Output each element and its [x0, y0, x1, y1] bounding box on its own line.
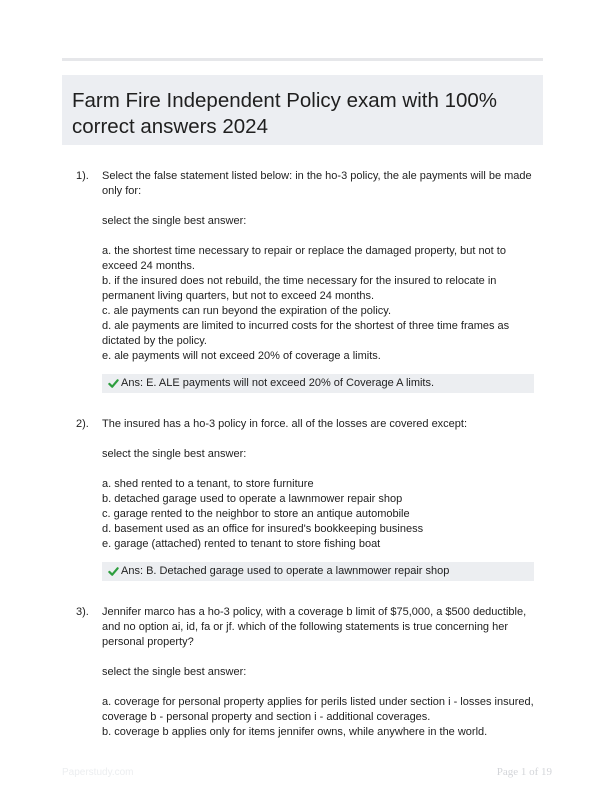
question-body — [102, 417, 534, 552]
check-icon — [108, 378, 119, 389]
top-rule — [62, 58, 543, 61]
option-e: e. garage (attached) rented to tenant to store fishing boat — [102, 538, 381, 550]
option-a: a. shed rented to a tenant, to store furniture — [102, 478, 314, 490]
question-number: 2). — [76, 418, 89, 430]
question-number: 1). — [76, 170, 89, 182]
question-instruction: select the single best answer: — [102, 666, 247, 678]
question-body — [102, 605, 534, 740]
footer-watermark: Paperstudy.com — [62, 767, 134, 778]
answer-text: Ans: E. ALE payments will not exceed 20% of Coverage A limits. — [121, 377, 435, 389]
option-a: a. the shortest time necessary to repair or replace the damaged property, but not to exceed 24 months. — [102, 245, 506, 272]
question-instruction: select the single best answer: — [102, 215, 247, 227]
option-b: b. detached garage used to operate a lawnmower repair shop — [102, 493, 403, 505]
option-b: b. if the insured does not rebuild, the time necessary for the insured to relocate in permanent living quarters, but not to exceed 24 months. — [102, 275, 497, 302]
page-title: Farm Fire Independent Policy exam with 100% correct answers 2024 — [72, 89, 498, 138]
option-c: c. garage rented to the neighbor to store an antique automobile — [102, 508, 410, 520]
answer-box — [102, 562, 534, 581]
question-instruction: select the single best answer: — [102, 448, 247, 460]
option-d: d. ale payments are limited to incurred costs for the shortest of three time frames as dictated by the policy. — [102, 320, 510, 347]
question-stem: Select the false statement listed below: in the ho-3 policy, the ale payments will be made only for: — [102, 170, 532, 197]
answer-box — [102, 374, 534, 393]
option-c: c. ale payments can run beyond the expiration of the policy. — [102, 305, 392, 317]
question-number: 3). — [76, 606, 89, 618]
question-stem: Jennifer marco has a ho-3 policy, with a coverage b limit of $75,000, a $500 deductible, and no option ai, id, fa or jf. which of the following statements is true concerning her personal property? — [102, 606, 527, 648]
question-body — [102, 169, 534, 364]
answer-text: Ans: B. Detached garage used to operate a lawnmower repair shop — [121, 565, 450, 577]
page-number: Page 1 of 19 — [496, 766, 552, 778]
option-d: d. basement used as an office for insured's bookkeeping business — [102, 523, 424, 535]
check-icon — [108, 566, 119, 577]
question-stem: The insured has a ho-3 policy in force. all of the losses are covered except: — [102, 418, 468, 430]
option-b: b. coverage b applies only for items jennifer owns, while anywhere in the world. — [102, 726, 488, 738]
option-e: e. ale payments will not exceed 20% of coverage a limits. — [102, 350, 381, 362]
option-a: a. coverage for personal property applies for perils listed under section i - losses insured, coverage b - personal property and section i - additional coverages. — [102, 696, 534, 723]
